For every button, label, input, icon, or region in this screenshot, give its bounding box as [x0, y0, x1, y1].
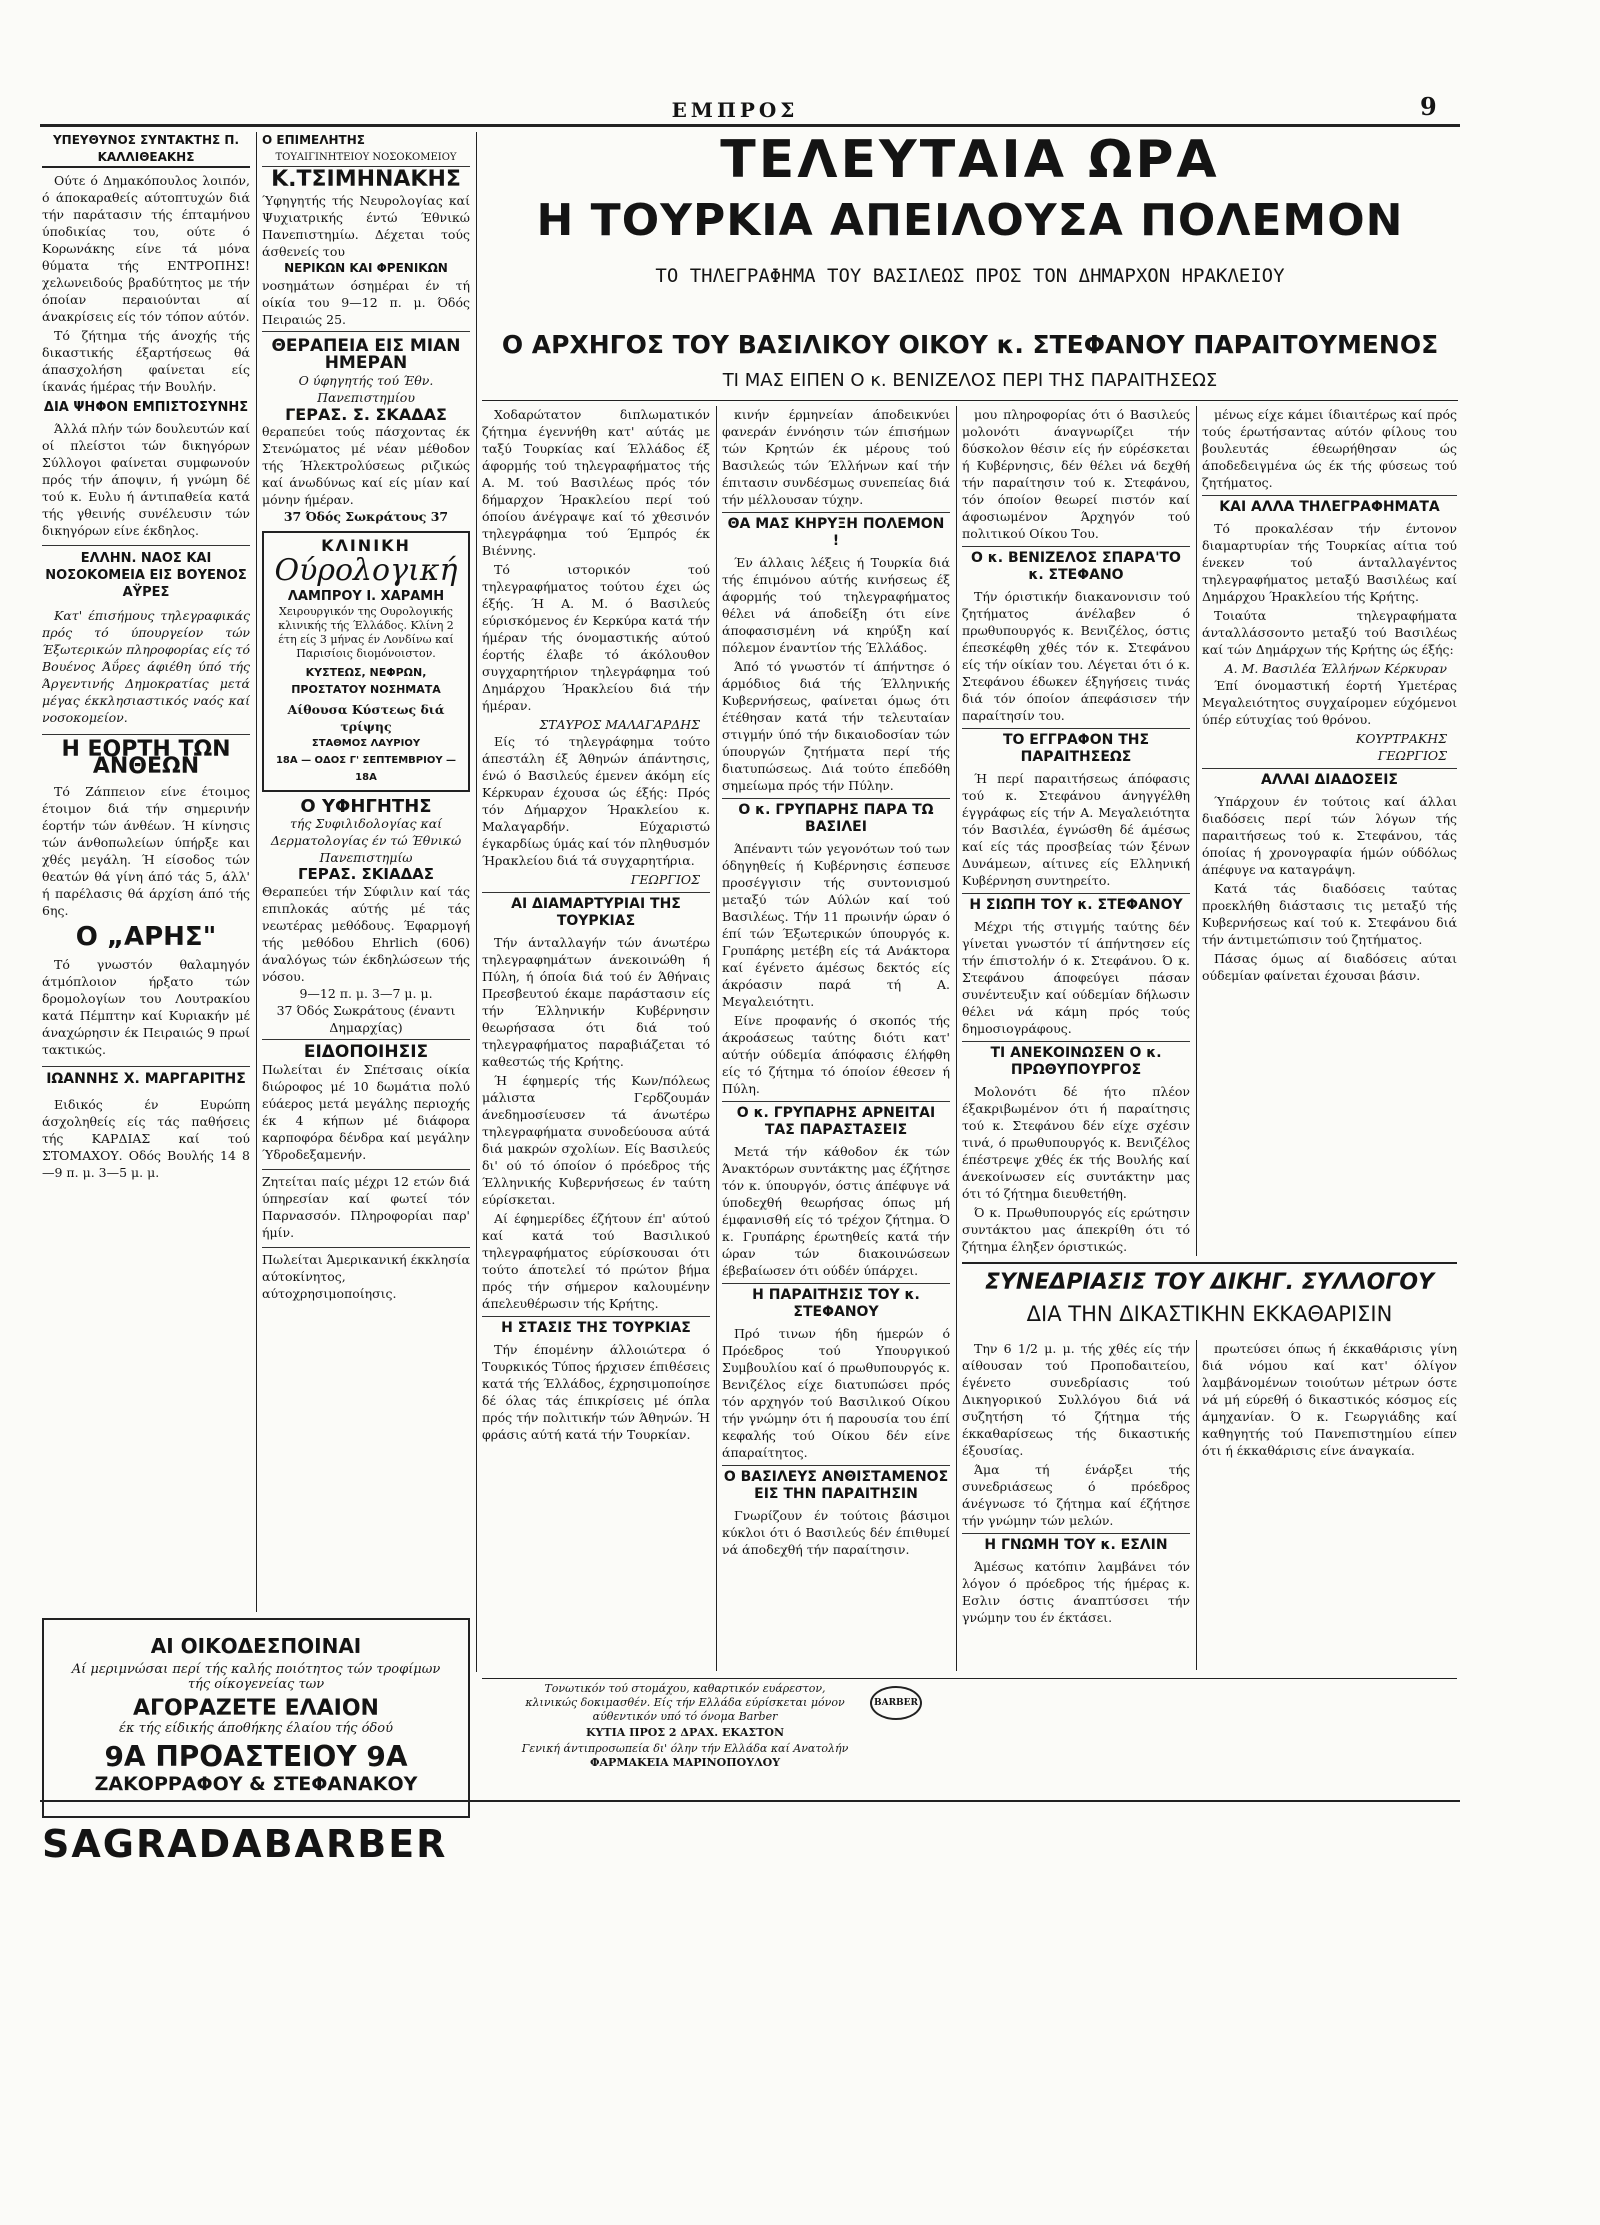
sold-ad: Πωλείται Άμερικανική έκκλησία αύτοκίνητος, αύτοχρησιμοποίησις. — [262, 1247, 470, 1302]
clinic-text: Χειρουργικόν της Ουρολογικής κλινικής τής Έλλάδος. Κλίνη 2 έτη είς 3 μήνας έν Λονδίνω καί Παρισίοις διομόνοιστον. — [278, 605, 454, 660]
barber-agency: Γενική άντιπροσωπεία δι' όλην τήν Ελλάδα καί Ανατολήν — [521, 1742, 849, 1755]
section-heading: ΚΑΙ ΑΛΛΑ ΤΗΛΕΓΡΑΦΗΜΑΤΑ — [1202, 495, 1457, 516]
article-paragraph: Τήν άνταλλαγήν τών άνωτέρω τηλεγραφημάτων άνεκοινώθη ή Πύλη, ή όποία διά τού έν Άθήναις Πρεσβευτού έκαμε παράστασιν είς τήν Έλληνικήν Κυβέρνησιν θεωρήσασα ότι διά τού τηλεγραφήματος παραβιάζεται τό καθεστώς τής Κρήτης. — [482, 935, 710, 1069]
article-paragraph: Αί έφημερίδες έζήτουν έπ' αύτού καί κατά τού Βασιλικού τηλεγραφήματος εύρίσκουσαι ότι τούτο άποτελεί τό πρώτον βήμα πρός τήν σήμερον καλουμένην άπελευθέρωσιν τής Κρήτης. — [482, 1211, 710, 1311]
ad-doctor-name: Κ.ΤΣΙΜΗΝΑΚΗΣ — [271, 167, 461, 192]
article-paragraph: Ύπάρχουν έν τούτοις καί άλλαι διαδόσεις περί τών λόγων τής παραιτήσεως τού κ. Στεφάνου, τάς όποίας ή χρονογραφία ήμών ούδόλως άπέφυγε να καταγράψη. — [1202, 794, 1457, 877]
column-rule — [1196, 406, 1197, 1256]
therapy-name: ΓΕΡΑΣ. Σ. ΣΚΑΔΑΣ — [285, 405, 447, 424]
yf-hours: 9—12 π. μ. 3—7 μ. μ. — [299, 986, 433, 1001]
notice-text: Πωλείται έν Σπέτσαις οίκία διώροφος μέ 10 δωμάτια πολύ εύάερος μετά μεγάλης περιοχής έκ 4 κήπων μέ διάφορα καρποφόρα δένδρα καί μεγάλην Ύδροδεξαμενήν. — [262, 1062, 470, 1162]
ad-buy: ΑΓΟΡΑΖΕΤΕ ΕΛΑΙΟΝ — [133, 1696, 379, 1721]
ads-column — [262, 132, 470, 1612]
left-paragraph: Άλλά πλήν τών δουλευτών καί οί πλείστοι τών δικηγόρων Σύλλογοι φαίνεται συμφωνούν πρός τήν άποψιν, ή γνώμη δέ τού κ. Ευλυ ή άντιπαθεία κατά τής γθεινής συνέλευσιν τών δικηγόρων είνε έκδηλος. — [42, 421, 250, 538]
hospital-heading: ΕΛΛΗΝ. ΝΑΟΣ ΚΑΙ ΝΟΣΟΚΟΜΕΙΑ ΕΙΣ ΒΟΥΕΝΟΣ ΑΫΡΕΣ — [42, 545, 250, 601]
barber-price: ΚΥΤΙΑ ΠΡΟΣ 2 ΔΡΑΧ. ΕΚΑΣΤΟΝ — [585, 1726, 785, 1739]
masthead-title: ΕΜΠΡΟΣ — [671, 98, 799, 122]
article-paragraph: Πάσας όμως αί διαδόσεις αύται ούδεμίαν φαίνεται έχουσαι βάσιν. — [1202, 951, 1457, 983]
section-heading: Η ΓΝΩΜΗ ΤΟΥ κ. ΕΣΛΙΝ — [962, 1533, 1190, 1554]
lower-column-right — [1202, 1340, 1457, 1670]
doctor-heading: ΙΩΑΝΝΗΣ Χ. ΜΑΡΓΑΡΙΤΗΣ — [42, 1066, 250, 1088]
banner-deck3: ΤΙ ΜΑΣ ΕΙΠΕΝ Ο κ. ΒΕΝΙΖΕΛΟΣ ΠΕΡΙ ΤΗΣ ΠΑΡΑΙΤΗΣΕΩΣ — [722, 370, 1218, 391]
article-paragraph: Άπό τό γνωστόν τί άπήντησε ό άρμόδιος διά τής Έλληνικής Κυβερνήσεως, φαίνεται όμως ότι έτέθησαν κατά τήν τελευταίαν στιγμήν ύπό τήν δικαιοδοσίαν τών ύπουργών ζητήματα περί τής διατυπώσεως. Διά τούτο έπεδόθη σημείωμα πρός τήν Πύλην. — [722, 659, 950, 793]
section-heading: Ο κ. ΓΡΥΠΑΡΗΣ ΑΡΝΕΙΤΑΙ ΤΑΣ ΠΑΡΑΣΤΑΣΕΙΣ — [722, 1101, 950, 1139]
left-column — [42, 132, 250, 1612]
signature: ΓΕΩΡΓΙΟΣ — [630, 872, 700, 887]
ad-address: 9Α ΠΡΟΑΣΤΕΙΟΥ 9Α — [104, 1740, 408, 1773]
article-paragraph: Την 6 1/2 μ. μ. τής χθές είς τήν αίθουσαν τού Προποδαιτείου, έγένετο συνεδρίασις τού Δικηγορικού Συλλόγου διά νά συζητήση τό ζήτημα τής έκκαθαρίσεως τής δικαστικής έξουσίας. — [962, 1341, 1190, 1458]
clinic-street: 18Α — ΟΔΟΣ Γ' ΣΕΠΤΕΜΒΡΙΟΥ — 18Α — [275, 755, 457, 783]
article-paragraph: Κατά τάς διαδόσεις ταύτας προεκλήθη διάστασις τις μεταξύ τής Κυβερνήσεως καί τού κ. Στεφάνου διά τήν άντιμετώπισιν τού ζητήματος. — [1202, 881, 1457, 947]
clinic-name: ΛΑΜΠΡΟΥ Ι. ΧΑΡΑΜΗ — [287, 589, 445, 604]
yf-address: 37 Όδός Σωκράτους (έναντι Δημαρχίας) — [262, 1002, 470, 1040]
therapy-sub: Ο ύφηγητής τού Έθν. Πανεπιστημίου — [298, 373, 434, 405]
article-paragraph: Ή έφημερίς τής Κων/πόλεως μάλιστα Γερδζουμάν άνεδημοσίευσεν τά άνωτέρω τηλεγραφήματα συνοδεύουσα αύτά διά μακρών σχολίων. Είς Βασιλεύς δι' ού τό όποίον ό πρόεδρος τής Έλληνικής Κυβερνήσεως έν ταύτη εύρίσκεται. — [482, 1073, 710, 1207]
olive-oil-ad — [42, 1618, 470, 1818]
article-paragraph: Άμα τή ένάρξει τής συνεδριάσεως ό πρόεδρος άνέγνωσε τό ζήτημα καί έζήτησε τήν γνώμην τών μελών. — [962, 1462, 1190, 1528]
barber-brand: SAGRADABARBER — [42, 1822, 448, 1866]
column-rule — [1196, 1340, 1197, 1670]
barber-text — [520, 1682, 850, 1770]
article-paragraph: Γνωρίζουν έν τούτοις βάσιμοι κύκλοι ότι ό Βασιλεύς δέν έπιθυμεί νά άποδεχθή τήν παραίτησιν. — [722, 1508, 950, 1557]
ad-text-emphasis: ΝΕΡΙΚΩΝ ΚΑΙ ΦΡΕΝΙΚΩΝ — [284, 261, 448, 275]
clinic-big: Ούρολογική — [274, 553, 458, 588]
lower-heading-2: ΔΙΑ ΤΗΝ ΔΙΚΑΣΤΙΚΗΝ ΕΚΚΑΘΑΡΙΣΙΝ — [1026, 1302, 1393, 1326]
left-paragraph: Τό Ζάππειον είνε έτοιμος έτοιμον διά τήν σημερινήν έορτήν τών άνθέων. Ή κίνησις τών άνθοπωλείων ύπήρξε και χθές μεγάλη. Ή είσοδος τών θεατών θά γίνη άπό τάς 5, άλλ' ή παρέλασις θά άρχίση άπό τής 6ης. — [42, 784, 250, 918]
column-rule — [256, 132, 257, 1612]
left-paragraph: Ούτε ό Δημακόπουλος λοιπόν, ό άποκαραθείς αύτοπτυχών διά τήν παράτασιν τής έπταμήνου ύποδικίας του, ούτε ό Κορωνάκης είνε τά μόνα θύματα τής ΕΝΤΡΟΠΗΣ! χελωνειδούς βραδύτητος με τήν όποίαν περαιούνται αί άνακρίσεις είς τόν τόπον αύτόν. — [42, 173, 250, 324]
section-heading: Ο κ. ΒΕΝΙΖΕΛΟΣ ΣΠΑΡΑ'ΤΟ κ. ΣΤΕΦΑΝΟ — [962, 546, 1190, 584]
masthead-rule — [40, 124, 1460, 127]
barber-desc: Τονωτικόν τού στομάχου, καθαρτικόν ευάρεστον, κλινικώς δοκιμασθέν. Είς τήν Ελλάδα εύρίσκεται μόνον αύθεντικόν υπό τό όνομα Barber — [525, 1682, 845, 1723]
yf-name: ΓΕΡΑΣ. ΣΚΙΑΔΑΣ — [297, 865, 435, 883]
clinic-list: ΚΥΣΤΕΩΣ, ΝΕΦΡΩΝ, ΠΡΟΣΤΑΤΟΥ ΝΟΣΗΜΑΤΑ — [291, 666, 441, 696]
article-paragraph: Έν άλλαις λέξεις ή Τουρκία διά τής έπιμόνου αύτής κινήσεως έξ άφορμής τού τηλεγραφήματος θέλει νά άποδείξη ότι είνε άποφασισμένη νά κηρύξη καί πόλεμον έναντίον τής Έλλάδος. — [722, 555, 950, 655]
article-paragraph: Πρό τινων ήδη ήμερών ό Πρόεδρος τού Υπουργικού Συμβουλίου καί ό πρωθυπουργός κ. Βενιζέλος είχε διατυπώσει πρός τόν αρχηγόν τού Βασιλικού Οίκου τήν γνώμην ότι ή παρουσία του έπί κεφαλής τού Οίκου δέν είνε άπαραίτητος. — [722, 1326, 950, 1460]
article-paragraph: Τοιαύτα τηλεγραφήματα άνταλλάσσοντο μεταξύ τού Βασιλέως καί τών Δημάρχων τής Κρήτης ώς έξής: — [1202, 608, 1457, 657]
section-heading: Η ΣΙΩΠΗ ΤΟΥ κ. ΣΤΕΦΑΝΟΥ — [962, 893, 1190, 914]
banner-main: Η ΤΟΥΡΚΙΑ ΑΠΕΙΛΟΥΣΑ ΠΟΛΕΜΟΝ — [536, 195, 1404, 246]
article-paragraph: Είνε προφανής ό σκοπός τής άκροάσεως ταύτης διότι κατ' αύτήν ούδεμία άπόφασις έλήφθη είς τό ζήτημα τό όποίον έθεσεν ή Πύλη. — [722, 1013, 950, 1096]
article-paragraph: Μέχρι τής στιγμής ταύτης δέν γίνεται γνωστόν τί άπήντησεν είς τήν έπιστολήν ό κ. Στεφάνου. Ό κ. Στεφάνου άποφεύγει πάσαν συνέντευξιν καί ούδεμίαν δήλωσιν θέλει νά κάμη πρός τούς δημοσιογράφους. — [962, 919, 1190, 1036]
article-paragraph: Ό κ. Πρωθυπουργός είς ερώτησιν συντάκτου μας άπεκρίθη ότι τό ζήτημα έληξεν όριστικώς. — [962, 1205, 1190, 1254]
article-paragraph: Είς τό τηλεγράφημα τούτο άπεστάλη έξ Άθηνών άπάντησις, ένώ ό Βασιλεύς έμενεν άκόμη είς Κέρκυραν έχουσα ώς έξής: Πρός τόν Δήμαρχον Ήρακλείου κ. Μαλαγαρδήν. Εύχαριστώ έγκαρδίως ύμάς καί τόν πληθυσμόν Ήρακλείου διά τά συγχαρητήρια. — [482, 734, 710, 868]
section-heading: ΑΙ ΔΙΑΜΑΡΤΥΡΙΑΙ ΤΗΣ ΤΟΥΡΚΙΑΣ — [482, 892, 710, 930]
banner-kicker: ΤΕΛΕΥΤΑΙΑ ΩΡΑ — [720, 130, 1220, 190]
ad-text: νοσημάτων όσημέραι έν τή οίκία του 9—12 π. μ. Όδός Πειραιώς 25. — [262, 277, 470, 332]
lower-column-left — [962, 1340, 1190, 1670]
section-rule — [962, 1262, 1457, 1264]
article-paragraph: Μετά τήν κάθοδον έκ τών Άνακτόρων συντάκτης μας έζήτησε τόν κ. ύπουργόν, όστις άπέφυγε νά ύποδεχθή θεωρήσας όπως μή έμφανισθή είς τό τρέχον ζήτημα. Ό κ. Γρυπάρης έρωτηθείς κατά τήν ώραν τών διακοινώσεων έβεβαίωσεν ότι ούδέν ύπάρχει. — [722, 1144, 950, 1278]
left-paragraph: Κατ' έπισήμους τηλεγραφικάς πρός τό ύπουργείον τών Έξωτερικών πληροφορίας είς τό Βουένος Άΰρες άφιέθη ύπό τής Άργεντινής Δημοκρατίας μετά μέγας έκκλησιαστικός ναός καί νοσοκομείον. — [42, 608, 250, 725]
article-column-5 — [962, 406, 1190, 1256]
lower-heading: ΣΥΝΕΔΡΙΑΣΙΣ ΤΟΥ ΔΙΚΗΓ. ΣΥΛΛΟΓΟΥ — [984, 1270, 1435, 1295]
clinic-station: ΣΤΑΘΜΟΣ ΛΑΥΡΙΟΥ — [311, 738, 421, 749]
signature: ΣΤΑΥΡΟΣ ΜΑΛΑΓΑΡΔΗΣ — [539, 717, 700, 732]
feast-heading: Η ΕΟΡΤΗ ΤΩΝ ΑΝΘΕΩΝ — [42, 734, 250, 775]
clinic-ad — [262, 531, 470, 792]
section-heading: ΤΟ ΕΓΓΡΑΦΟΝ ΤΗΣ ΠΑΡΑΙΤΗΣΕΩΣ — [962, 728, 1190, 766]
article-paragraph: Ή περί παραιτήσεως άπόφασις τού κ. Στεφάνου άνηγγέλθη έγγράφως είς τήν Α. Μεγαλειότητα τόν Βασιλέα, έγνώσθη δέ άμέσως καί είς τάς προσβείας τών ξένων Δυνάμεων, αίτινες είς Ελληνική Κυβέρνηση συντηρείτο. — [962, 771, 1190, 888]
article-paragraph: μου πληροφορίας ότι ό Βασιλεύς μολονότι άναγνωρίζει τήν δύσκολον θέσιν είς ήν εύρέσκεται ή Κυβέρνησις, δέν θέλει νά δεχθή τήν παραίτησιν τού κ. Στεφάνου, τόν όποίον θεωρεί πιστόν καί άφοσιωμένον Άρχηγόν τού πολιτικού Οίκου Του. — [962, 407, 1190, 541]
banner-deck1: ΤΟ ΤΗΛΕΓΡΑΦΗΜΑ ΤΟΥ ΒΑΣΙΛΕΩΣ ΠΡΟΣ ΤΟΝ ΔΗΜΑΡΧΟΝ ΗΡΑΚΛΕΙΟΥ — [655, 265, 1285, 287]
wanted-ad: Ζητείται παίς μέχρι 12 ετών διά ύπηρεσίαν καί φωτεί τόν Παρνασσόν. Πληροφορίαι παρ' ήμίν. — [262, 1169, 470, 1241]
article-paragraph: Χοδαρώτατον διπλωματικόν ζήτημα έγεννήθη κατ' αύτάς με ταξύ Τουρκίας καί Έλλάδος έξ άφορμής τού τηλεγραφήματος τής Α. Μ. τού Βασιλέως πρός τόν δήμαρχον Ήρακλείου περί τού όποίου άνέγραψε καί τό χθεσινόν τηλεγράφημα τού Έμπρός έκ Βιέννης. — [482, 407, 710, 558]
yf-sub: τής Συφιλιδολογίας καί Δερματολογίας έν τώ Έθνικώ Πανεπιστημίω — [270, 816, 462, 865]
column-rule — [716, 406, 717, 1671]
ares-heading: Ο „ΑΡΗΣ" — [75, 922, 217, 952]
ad-tag: Ο ΕΠΙΜΕΛΗΤΗΣ — [262, 133, 365, 147]
article-paragraph: Άμέσως κατόπιν λαμβάνει τόν λόγον ό πρόεδρος τής ήμέρας κ. Εσλιν όστις άναπτύσσει τήν γνώμην του έν έκτάσει. — [962, 1559, 1190, 1625]
article-paragraph: Άπέναντι τών γεγονότων τού των όδηγηθείς ή Κυβέρνησις έσπευσε προσέγγισιν τής συντονισμού μεταξύ τών Αύλών καί τού Βασιλέως. Τήν 11 πρωινήν ώραν ό έπί τών Έξωτερικών ύπουργός κ. Γρυπάρης μετέβη είς τά Ανάκτορα καί έγένετο άμέσως δεκτός είς άκρόασιν παρά τή Α. Μεγαλειότητι. — [722, 841, 950, 1009]
column-rule — [476, 132, 477, 1672]
article-paragraph: Τό προκαλέσαν τήν έντονον διαμαρτυρίαν τής Τουρκίας αίτια τού ένεκεν τού άνταλλαγέντος τηλεγραφήματος μεταξύ Βασιλέως καί Δημάρχου Ήρακλείου τής Κρήτης. — [1202, 521, 1457, 604]
ad-rule — [482, 1678, 1457, 1679]
article-paragraph: κινήν έρμηνείαν άποδεικνύει φανεράν έννόησιν τών έπισήμων τών Κρητών έκ μέρους τού Βασιλεώς τών Έλλήνων καί τήν έπιτασιν συνδέσμως συνεπείας διά τήν μέλλουσαν τύχην. — [722, 407, 950, 507]
therapy-heading: ΘΕΡΑΠΕΙΑ ΕΙΣ ΜΙΑΝ ΗΜΕΡΑΝ — [271, 336, 461, 373]
article-paragraph: πρωτεύσει όπως ή έκκαθάρισις γίνη διά νόμου καί κατ' όλίγον λαμβάνομένων τοιούτων μέτρων όστε νά μή εύρεθή ό δικαστικός κόσμος είς άμηχανίαν. Ό κ. Γεωργιάδης καί καθηγητής τού Πανεπιστημίου είπεν ότι ή έκκαθάρισις είνε άναγκαία. — [1202, 1341, 1457, 1458]
responsible-editor: ΥΠΕΥΘΥΝΟΣ ΣΥΝΤΑΚΤΗΣ Π. ΚΑΛΛΙΘΕΑΚΗΣ — [42, 132, 250, 168]
article-paragraph: Τήν έπομένην άλλοιώτερα ό Τουρκικός Τύπος ήρχισεν έπιθέσεις κατά τής Έλλάδος, έχρησιμοποίησε δέ όλας τάς έπικρίσεις μέ όπλα πρός τήν πολιτικήν τών Άθηνών. Ή φράσις αύτή κατά τήν Τουρκίαν. — [482, 1342, 710, 1442]
section-heading: ΤΙ ΑΝΕΚΟΙΝΩΣΕΝ Ο κ. ΠΡΩΘΥΠΟΥΡΓΟΣ — [962, 1041, 1190, 1079]
section-heading: Ο κ. ΓΡΥΠΑΡΗΣ ΠΑΡΑ ΤΩ ΒΑΣΙΛΕΙ — [722, 798, 950, 836]
ad-text: Αί μεριμνώσαι περί τής καλής ποιότητος τών τροφίμων τής οίκογενείας των — [71, 1662, 441, 1692]
article-paragraph: Τήν όριστικήν διακανονισιν τού ζητήματος άνέλαβεν ό πρωθυπουργός κ. Βενιζέλος, όστις έπεσκέφθη χθές τόν κ. Στεφάνου είς τήν οίκίαν του. Λέγεται ότι ό κ. Στεφάνου έδωκεν έξηγήσεις τινάς διά τόν όποίον άπεφάσισεν τήν παραίτησίν του. — [962, 589, 1190, 723]
signature: ΚΟΥΡΤΡΑΚΗΣ — [1355, 731, 1447, 746]
ad-heading: ΑΙ ΟΙΚΟΔΕΣΠΟΙΝΑΙ — [150, 1634, 362, 1658]
therapy-address: 37 Όδός Σωκράτους 37 — [283, 509, 449, 524]
therapy-text: θεραπεύει τούς πάσχοντας έκ Στενώματος μέ νέαν μέθοδον τής Ήλεκτρολύσεως ριζικώς καί άνωδύνως καί είς μίαν καί μόνην ήμέραν. — [262, 424, 470, 507]
ad-names: ΖΑΚΟΡΡΑΦΟΥ & ΣΤΕΦΑΝΑΚΟΥ — [94, 1773, 418, 1795]
ad-hospital: ΤΟΥΑΙΓΙΝΗΤΕΙΟΥ ΝΟΣΟΚΟΜΕΙΟΥ — [262, 149, 470, 167]
left-paragraph: Ειδικός έν Ευρώπη άσχοληθείς είς τάς παθήσεις τής ΚΑΡΔΙΑΣ καί τού ΣΤΟΜΑΧΟΥ. Οδός Βουλής 14 8—9 π. μ. 3—5 μ. μ. — [42, 1097, 250, 1180]
article-column-4 — [722, 406, 950, 1671]
clinic-address: Αίθουσα Κύστεως διά τρίψης — [287, 702, 445, 734]
section-heading: Η ΠΑΡΑΙΤΗΣΙΣ ΤΟΥ κ. ΣΤΕΦΑΝΟΥ — [722, 1283, 950, 1321]
article-paragraph: Τό ιστορικόν τού τηλεγραφήματος τούτου έχει ώς έξής. Ή Α. Μ. ό Βασιλεύς εύρισκόμενος έν Κερκύρα κατά τήν ήμέραν τής όνομαστικής αύτού έορτής έλαβε τό άκόλουθον συγχαρητήριον τηλεγράφημα τού Δημάρχου Ήρακλείου διά τήν ήμέραν. — [482, 562, 710, 713]
clinic-heading: ΚΛΙΝΙΚΗ — [321, 536, 411, 555]
yf-heading: Ο ΥΦΗΓΗΤΗΣ — [300, 796, 432, 817]
ad-text: έκ τής είδικής άποθήκης έλαίου τής όδού — [119, 1721, 393, 1736]
bottom-rule — [40, 1800, 1460, 1802]
barber-pharmacy: ΦΑΡΜΑΚΕΙΑ ΜΑΡΙΝΟΠΟΥΛΟΥ — [589, 1756, 781, 1769]
article-paragraph: μένως είχε κάμει ίδιαιτέρως καί πρός τούς έρωτήσαντας αύτόν φίλους του βουλευτάς έθεωρήθησαν ώς άποδεδειγμένα ώς έκ τής φύσεως τού ζητήματος. — [1202, 407, 1457, 490]
article-paragraph: Έπί όνομαστική έορτή Υμετέρας Μεγαλειότητος συγχαίρομεν εύχόμενοι ύπέρ εύτυχίας τού θρόνου. — [1202, 678, 1457, 727]
left-paragraph: Τό ζήτημα τής άνοχής τής δικαστικής έξαρτήσεως θά άπασχολήση φαίνεται είς ίκανάς ήμέρας τήν Βουλήν. — [42, 328, 250, 394]
signature: ΓΕΩΡΓΙΟΣ — [1377, 748, 1447, 763]
article-column-6 — [1202, 406, 1457, 1256]
section-heading: Ο ΒΑΣΙΛΕΥΣ ΑΝΘΙΣΤΑΜΕΝΟΣ ΕΙΣ ΤΗΝ ΠΑΡΑΙΤΗΣΙΝ — [722, 1465, 950, 1503]
section-heading: ΑΛΛΑΙ ΔΙΑΔΟΣΕΙΣ — [1202, 768, 1457, 789]
barber-seal-icon: BARBER — [870, 1686, 922, 1720]
vote-heading: ΔΙΑ ΨΗΦΟΝ ΕΜΠΙΣΤΟΣΥΝΗΣ — [43, 400, 249, 415]
banner-deck2: Ο ΑΡΧΗΓΟΣ ΤΟΥ ΒΑΣΙΛΙΚΟΥ ΟΙΚΟΥ κ. ΣΤΕΦΑΝΟΥ ΠΑΡΑΙΤΟΥΜΕΝΟΣ — [501, 330, 1439, 359]
article-paragraph: Μολονότι δέ ήτο πλέον έξακριβωμένον ότι ή παραίτησις τού κ. Στεφάνου δέν είχε σχέσιν τινά, ό πρωθυπουργός κ. Βενιζέλος έπέστρεψε χθές έκ τής Βουλής καί άνεκοίνωσεν είς συντάκτην μας ότι τό ζήτημα διευθετήθη. — [962, 1084, 1190, 1201]
article-column-3 — [482, 406, 710, 1671]
section-heading: Η ΣΤΑΣΙΣ ΤΗΣ ΤΟΥΡΚΙΑΣ — [482, 1316, 710, 1337]
yf-text: Θεραπεύει τήν Σύφιλιν καί τάς επιπλοκάς αύτής μέ τάς νεωτέρας μεθόδους. Έφαρμογή τής μεθόδου Ehrlich (606) άναλόγως τών έκδηλώσεων τής νόσου. — [262, 884, 470, 984]
signature: Α. Μ. Βασιλέα Έλλήνων Κέρκυραν — [1224, 661, 1447, 676]
notice-heading: ΕΙΔΟΠΟΙΗΣΙΣ — [303, 1042, 429, 1062]
ad-text: Ύφηγητής τής Νευρολογίας καί Ψυχιατρικής έντώ Έθνικώ Πανεπιστημίω. Δέχεται τούς άσθενείς του — [262, 193, 470, 259]
banner-rule — [482, 400, 1458, 401]
section-heading: ΘΑ ΜΑΣ ΚΗΡΥΞΗ ΠΟΛΕΜΟΝ ! — [722, 512, 950, 550]
column-rule — [956, 406, 957, 1671]
page-number: 9 — [1420, 92, 1437, 121]
left-paragraph: Τό γνωστόν θαλαμηγόν άτμόπλοιον ήρξατο τών δρομολογίων του Λουτρακίου κατά Πέμπτην καί Κυριακήν μέ άναχώρησιν έκ Πειραιώς 9 πρωί τακτικώς. — [42, 957, 250, 1057]
